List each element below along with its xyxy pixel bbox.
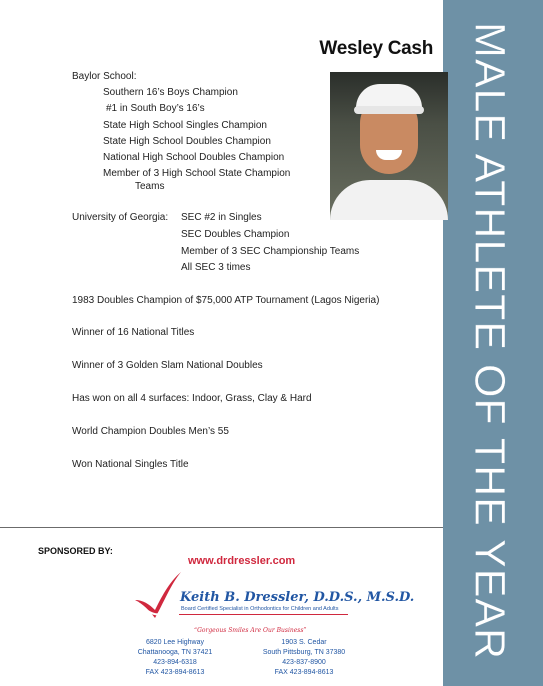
sponsor-subtitle: Board Certified Specialist in Orthodontics for Children and Adults <box>181 606 339 612</box>
office-phone: 423-894-6318 <box>153 659 197 666</box>
office-city: South Pittsburg, TN 37380 <box>262 649 346 656</box>
athlete-photo <box>330 72 448 220</box>
office-fax: FAX 423-894-8613 <box>145 669 205 676</box>
uga-item: SEC Doubles Champion <box>181 229 290 240</box>
office-street: 6820 Lee Highway <box>146 639 204 646</box>
sponsor-name: Keith B. Dressler, D.D.S., M.S.D. <box>180 590 415 605</box>
baylor-item: Member of 3 High School State Champion <box>103 168 291 179</box>
baylor-item: #1 in South Boy’s 16’s <box>106 103 205 114</box>
baylor-item: Southern 16’s Boys Champion <box>103 87 238 98</box>
office-street: 1903 S. Cedar <box>281 639 327 646</box>
baylor-heading: Baylor School: <box>72 71 137 82</box>
achievement: Won National Singles Title <box>72 459 189 470</box>
athlete-name: Wesley Cash <box>319 38 433 59</box>
office-city: Chattanooga, TN 37421 <box>137 649 213 656</box>
baylor-item: National High School Doubles Champion <box>103 152 285 163</box>
office-address-chattanooga <box>125 638 225 678</box>
sponsor-url-link[interactable]: www.drdressler.com <box>188 555 296 567</box>
uga-item: Member of 3 SEC Championship Teams <box>181 246 360 257</box>
achievement: Has won on all 4 surfaces: Indoor, Grass, Clay & Hard <box>72 393 312 404</box>
office-address-south-pittsburg <box>254 638 354 678</box>
office-fax: FAX 423-894-8613 <box>274 669 334 676</box>
section-divider <box>0 527 443 528</box>
baylor-item: State High School Doubles Champion <box>103 136 271 147</box>
uga-heading: University of Georgia: <box>72 212 169 223</box>
office-phone: 423-837-8900 <box>282 659 326 666</box>
achievement: Winner of 3 Golden Slam National Doubles <box>72 360 263 371</box>
sponsor-tagline: “Gorgeous Smiles Are Our Business” <box>194 627 307 634</box>
sidebar-title: MALE ATHLETE OF THE YEAR <box>465 22 514 661</box>
achievement: Winner of 16 National Titles <box>72 327 195 338</box>
achievement: World Champion Doubles Men’s 55 <box>72 426 229 437</box>
uga-item: SEC #2 in Singles <box>181 212 262 223</box>
achievement: 1983 Doubles Champion of $75,000 ATP Tournament (Lagos Nigeria) <box>72 295 380 306</box>
uga-item: All SEC 3 times <box>181 262 251 273</box>
sponsor-rule <box>179 614 348 615</box>
sponsored-label: SPONSORED BY: <box>38 546 113 556</box>
baylor-item: State High School Singles Champion <box>103 120 267 131</box>
baylor-item: Teams <box>135 181 165 192</box>
